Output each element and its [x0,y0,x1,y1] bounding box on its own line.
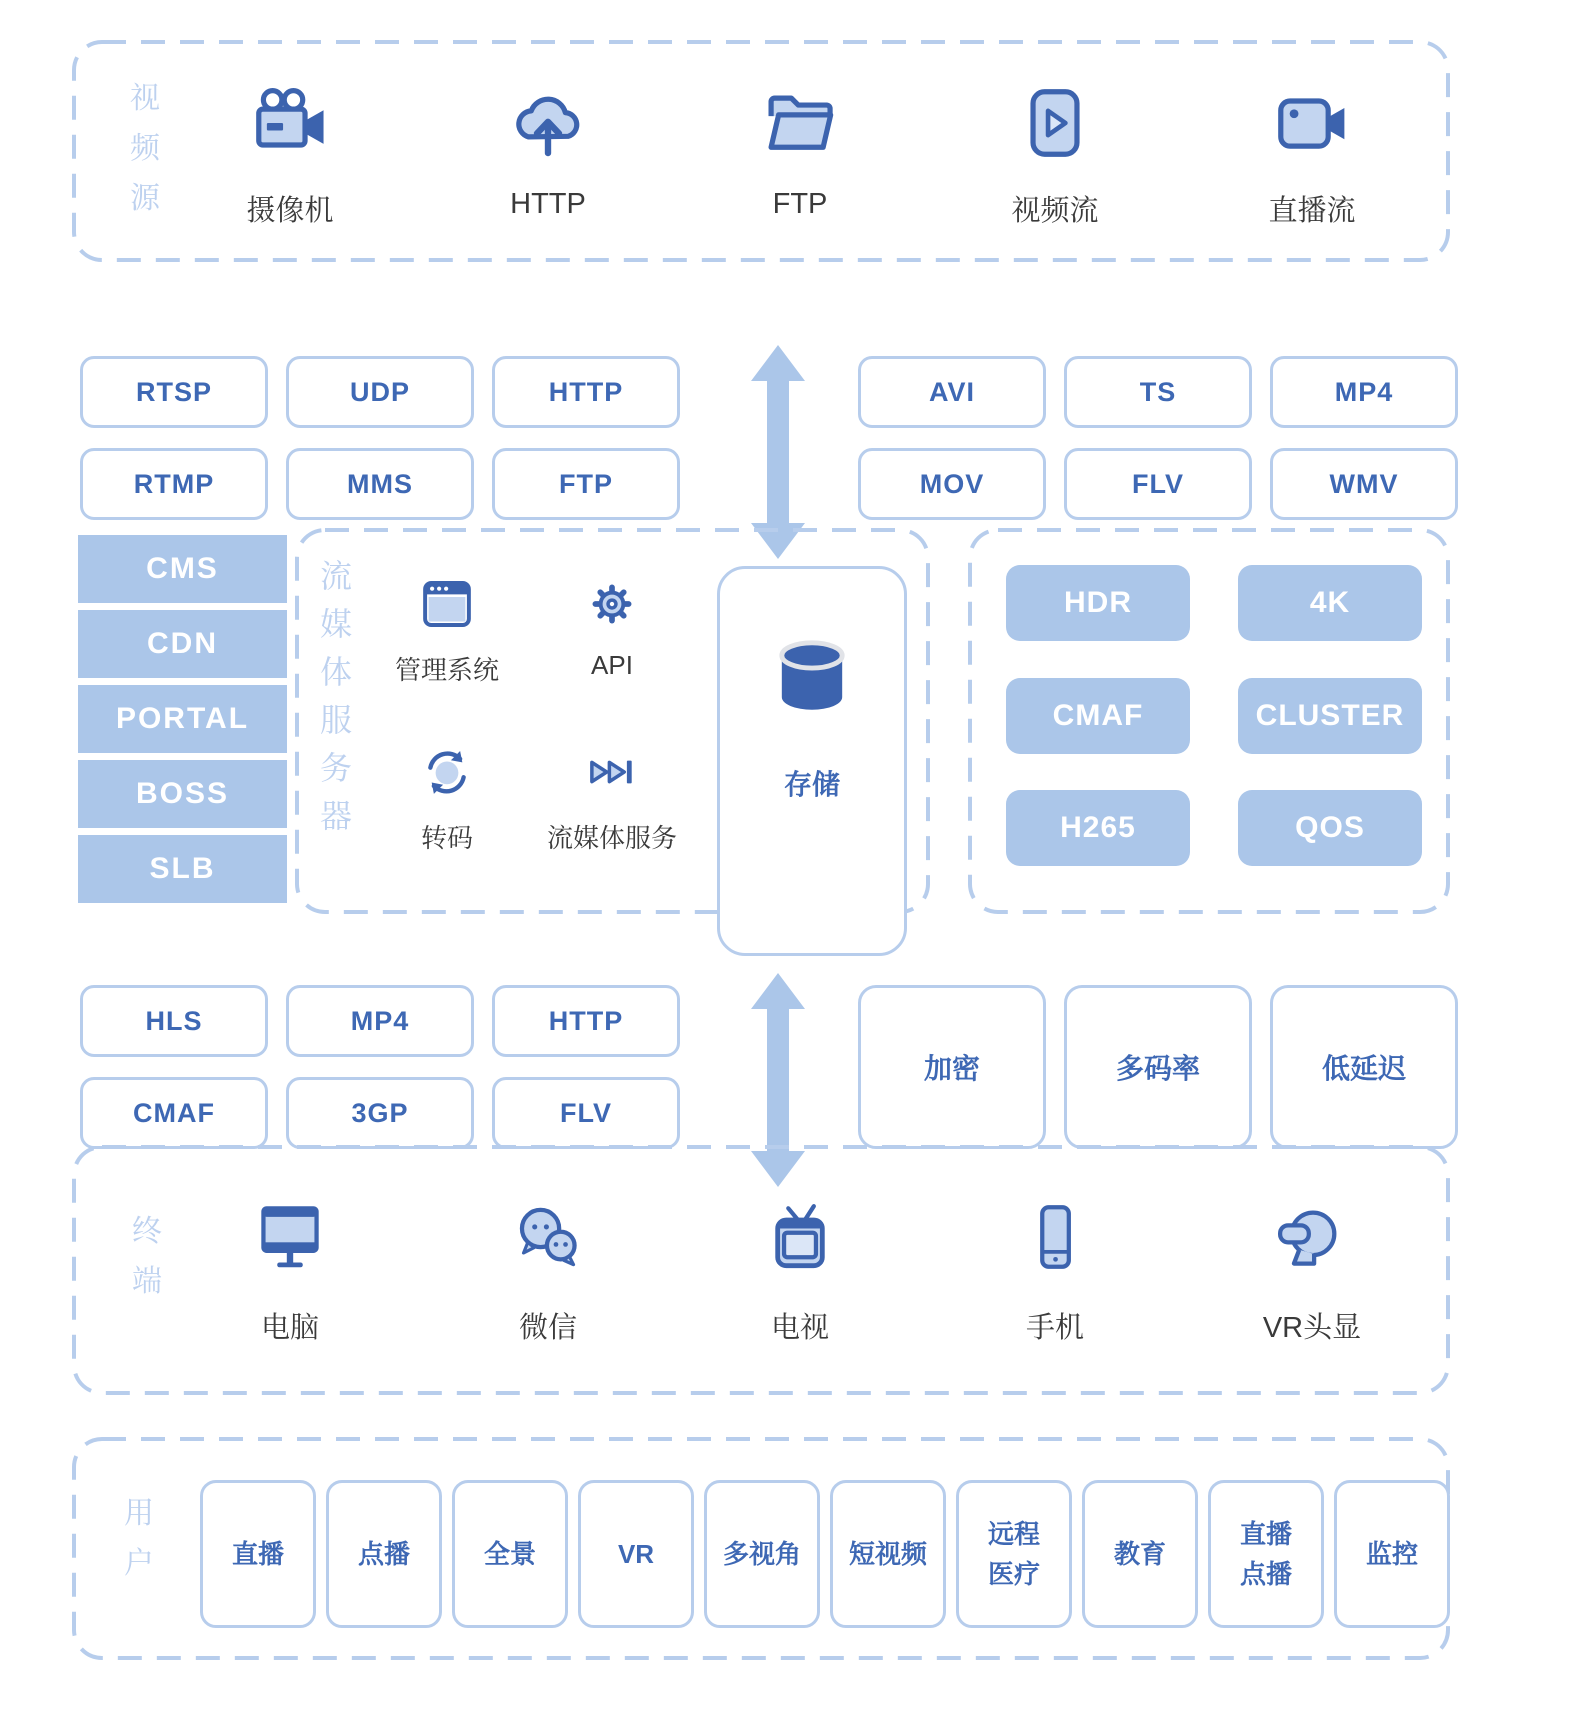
capability-box: CLUSTER [1238,678,1422,754]
terminal-label: 微信 [518,1312,577,1344]
wechat-icon [514,1203,582,1271]
source-item [463,86,633,221]
format-box: AVI [858,356,1046,428]
terminals-section [72,1145,1450,1395]
user-scenario-box: VR [578,1480,694,1628]
user-scenario-line: 点播 [1239,1559,1292,1589]
user-scenario-line: 直播 [1239,1519,1292,1549]
module-box: SLB [78,835,287,903]
user-scenario-box: 短视频 [830,1480,946,1628]
protocol-box: UDP [286,356,474,428]
terminal-item [1227,1203,1397,1346]
protocol-box: CMAF [80,1077,268,1149]
source-item-label: 摄像机 [246,195,334,227]
capability-box: CMAF [1006,678,1190,754]
protocol-box: MMS [286,448,474,520]
terminal-item [970,1203,1140,1346]
module-box: CMS [78,535,287,603]
cloud-upload-icon [511,86,585,160]
user-scenario-box [1208,1480,1324,1628]
protocol-box: 3GP [286,1077,474,1149]
user-scenario-line: 医疗 [987,1559,1040,1589]
source-item-label: HTTP [510,188,586,220]
feature-box: 多码率 [1064,985,1252,1149]
desktop-icon [256,1203,324,1271]
module-box: CDN [78,610,287,678]
protocol-box: HTTP [492,356,680,428]
storage-box [717,566,907,956]
protocol-box: FLV [492,1077,680,1149]
folder-icon [763,86,837,160]
capability-box: H265 [1006,790,1190,866]
capability-box: QOS [1238,790,1422,866]
terminal-item [463,1203,633,1346]
source-item [1227,86,1397,229]
database-cylinder-icon [766,631,858,723]
terminal-label: 电视 [770,1312,829,1344]
user-scenario-box [956,1480,1072,1628]
user-scenario-box: 多视角 [704,1480,820,1628]
format-box: TS [1064,356,1252,428]
user-scenario-box: 直播 [200,1480,316,1628]
terminal-label: 电脑 [260,1312,319,1344]
terminal-label: VR头显 [1262,1312,1362,1344]
service-item [527,744,697,855]
protocol-box: MP4 [286,985,474,1057]
protocol-box: HLS [80,985,268,1057]
source-item [205,86,375,229]
protocol-box: RTSP [80,356,268,428]
vr-headset-icon [1278,1203,1346,1271]
terminal-item [715,1203,885,1346]
terminals-label: 终端 [132,1215,162,1298]
media-server-label: 流媒体服务器 [319,558,352,834]
protocol-box: FTP [492,448,680,520]
source-item-label: 直播流 [1268,195,1356,227]
service-label: 转码 [420,823,473,853]
service-label: 流媒体服务 [546,823,677,853]
format-box: MOV [858,448,1046,520]
source-item [970,86,1140,229]
service-item [362,576,532,687]
live-stream-icon [1275,86,1349,160]
source-item-label: 视频流 [1011,195,1099,227]
service-label: API [591,650,633,680]
user-scenario-line: 远程 [987,1519,1040,1549]
video-camera-icon [253,86,327,160]
transcode-icon [419,744,475,800]
source-item-label: FTP [772,188,828,220]
format-box: WMV [1270,448,1458,520]
smartphone-icon [1021,1203,1089,1271]
users-label: 用户 [124,1497,154,1580]
media-server-section [295,528,930,914]
capability-box: HDR [1006,565,1190,641]
format-box: FLV [1064,448,1252,520]
video-play-icon [1018,86,1092,160]
service-label: 管理系统 [394,655,499,685]
terminal-item [205,1203,375,1346]
user-scenario-box: 教育 [1082,1480,1198,1628]
protocol-box: RTMP [80,448,268,520]
video-source-label: 视频源 [130,82,160,215]
user-scenario-box: 点播 [326,1480,442,1628]
tv-icon [766,1203,834,1271]
management-console-icon [419,576,475,632]
capability-box: 4K [1238,565,1422,641]
video-source-section [72,40,1450,262]
gear-icon [584,576,640,632]
service-item [527,576,697,681]
up-down-arrow [746,345,810,559]
source-item [715,86,885,221]
service-item [362,744,532,855]
terminal-label: 手机 [1025,1312,1084,1344]
user-scenario-box: 全景 [452,1480,568,1628]
capabilities-section [968,528,1450,914]
user-scenario-box: 监控 [1334,1480,1450,1628]
storage-label: 存储 [783,769,840,800]
protocol-box: HTTP [492,985,680,1057]
feature-box: 低延迟 [1270,985,1458,1149]
module-box: PORTAL [78,685,287,753]
format-box: MP4 [1270,356,1458,428]
media-stream-icon [584,744,640,800]
users-section [72,1437,1450,1660]
module-box: BOSS [78,760,287,828]
feature-box: 加密 [858,985,1046,1149]
